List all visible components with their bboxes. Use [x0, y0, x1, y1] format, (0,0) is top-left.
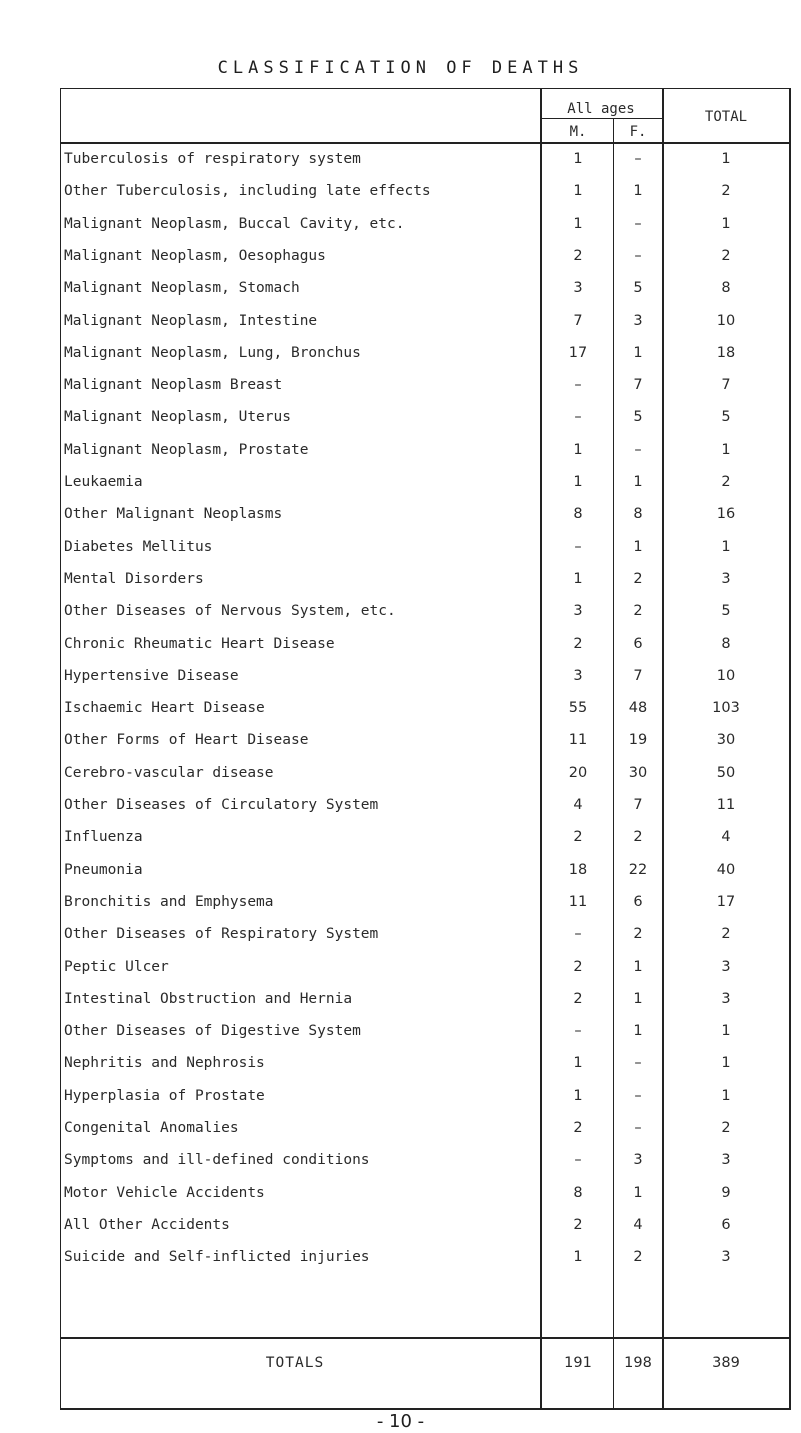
male-count: 2 — [573, 990, 583, 1007]
male-count: 1 — [573, 183, 583, 200]
male-count: 3 — [573, 603, 583, 620]
total-count: 3 — [721, 990, 731, 1007]
male-count: – — [574, 377, 582, 394]
female-count: 7 — [633, 377, 643, 394]
table-row — [0, 894, 801, 922]
cause-label: Other Forms of Heart Disease — [64, 732, 309, 749]
table-row — [0, 506, 801, 534]
cause-label: Other Tuberculosis, including late effects — [64, 183, 431, 200]
male-count: – — [574, 538, 582, 555]
total-count: 1 — [721, 1087, 731, 1104]
female-count: 3 — [633, 1152, 643, 1169]
table-row — [0, 313, 801, 341]
table-row — [0, 1088, 801, 1116]
table-row — [0, 862, 801, 890]
male-count: 1 — [573, 441, 583, 458]
cause-label: Chronic Rheumatic Heart Disease — [64, 635, 335, 652]
cause-label: Diabetes Mellitus — [64, 538, 213, 555]
rule-top — [60, 88, 790, 89]
male-count: 7 — [573, 312, 583, 329]
page-number: - 10 - — [376, 1411, 425, 1432]
cause-label: Malignant Neoplasm, Stomach — [64, 280, 300, 297]
table-row — [0, 248, 801, 276]
cause-label: Tuberculosis of respiratory system — [64, 151, 361, 167]
total-count: 10 — [716, 667, 736, 684]
cause-label: Leukaemia — [64, 474, 143, 490]
total-count: 8 — [721, 635, 731, 652]
male-count: 3 — [573, 280, 583, 297]
female-count: 1 — [633, 474, 643, 490]
total-count: 1 — [721, 1055, 731, 1072]
rule-header-bottom — [60, 142, 790, 144]
male-count: 20 — [568, 764, 588, 781]
female-count: 6 — [633, 893, 643, 910]
cause-label: Peptic Ulcer — [64, 958, 169, 975]
female-count: – — [634, 1120, 642, 1136]
cause-label: Other Diseases of Digestive System — [64, 1023, 361, 1040]
table-row — [0, 280, 801, 308]
total-count: 16 — [716, 506, 736, 523]
male-count: 11 — [568, 893, 588, 910]
table-row — [0, 345, 801, 373]
female-count: 1 — [633, 1023, 643, 1040]
total-count: 2 — [721, 926, 731, 943]
total-count: 1 — [721, 538, 731, 555]
female-count: 6 — [633, 635, 643, 652]
female-count: 3 — [633, 312, 643, 329]
female-count: 7 — [633, 667, 643, 684]
female-count: – — [634, 1087, 642, 1104]
totals-total: 389 — [712, 1355, 740, 1371]
page-title: CLASSIFICATION OF DEATHS — [217, 58, 584, 78]
male-count: 8 — [573, 506, 583, 523]
cause-label: Other Diseases of Circulatory System — [64, 797, 379, 813]
total-count: 2 — [721, 183, 731, 200]
table-row — [0, 1120, 801, 1148]
total-count: 1 — [721, 1023, 731, 1040]
male-count: 18 — [568, 861, 588, 878]
table-row — [0, 991, 801, 1019]
total-count: 9 — [721, 1184, 731, 1201]
cause-label: Mental Disorders — [64, 570, 204, 587]
cause-label: Malignant Neoplasm, Oesophagus — [64, 247, 326, 264]
female-count: 8 — [633, 506, 643, 523]
male-count: – — [574, 926, 582, 943]
table-row — [0, 474, 801, 502]
male-count: 3 — [573, 667, 583, 684]
male-count: 1 — [573, 1249, 583, 1266]
table-row — [0, 1055, 801, 1083]
header-all-ages: All ages — [567, 101, 635, 117]
table-row — [0, 732, 801, 760]
female-count: 2 — [633, 926, 643, 943]
female-count: 1 — [633, 1184, 643, 1201]
rule-allages-split — [540, 118, 662, 119]
table-row — [0, 442, 801, 470]
female-count: 2 — [633, 603, 643, 620]
cause-label: Malignant Neoplasm, Prostate — [64, 441, 309, 458]
table-row — [0, 603, 801, 631]
total-count: 3 — [721, 958, 731, 975]
cause-label: Nephritis and Nephrosis — [64, 1055, 265, 1072]
total-count: 1 — [721, 151, 731, 167]
female-count: 30 — [628, 764, 648, 781]
cause-label: All Other Accidents — [64, 1216, 230, 1233]
cause-label: Hypertensive Disease — [64, 667, 239, 684]
total-count: 18 — [716, 344, 736, 361]
male-count: 4 — [573, 797, 583, 813]
male-count: 1 — [573, 1055, 583, 1072]
table-row — [0, 797, 801, 825]
header-total: TOTAL — [704, 109, 748, 125]
totals-male: 191 — [564, 1355, 592, 1371]
table-row — [0, 183, 801, 211]
table-row — [0, 377, 801, 405]
female-count: 1 — [633, 990, 643, 1007]
table-row — [0, 926, 801, 954]
male-count: 17 — [568, 344, 588, 361]
total-count: 8 — [721, 280, 731, 297]
total-count: 2 — [721, 474, 731, 490]
table-row — [0, 571, 801, 599]
male-count: 1 — [573, 1087, 583, 1104]
table-row — [0, 1023, 801, 1051]
table-row — [0, 151, 801, 179]
cause-label: Malignant Neoplasm Breast — [64, 377, 283, 394]
total-count: 10 — [716, 312, 736, 329]
table-row — [0, 1217, 801, 1245]
male-count: 8 — [573, 1184, 583, 1201]
cause-label: Hyperplasia of Prostate — [64, 1087, 265, 1104]
total-count: 2 — [721, 247, 731, 264]
male-count: 1 — [573, 151, 583, 167]
total-count: 40 — [716, 861, 736, 878]
total-count: 2 — [721, 1120, 731, 1136]
female-count: 5 — [633, 409, 643, 426]
male-count: 2 — [573, 635, 583, 652]
male-count: 2 — [573, 247, 583, 264]
total-count: 17 — [716, 893, 736, 910]
table-row — [0, 668, 801, 696]
female-count: – — [634, 247, 642, 264]
cause-label: Malignant Neoplasm, Lung, Bronchus — [64, 344, 361, 361]
cause-label: Symptoms and ill-defined conditions — [64, 1152, 370, 1169]
male-count: 1 — [573, 215, 583, 232]
female-count: 1 — [633, 958, 643, 975]
female-count: 2 — [633, 570, 643, 587]
header-male: M. — [569, 124, 587, 140]
table-row — [0, 1185, 801, 1213]
female-count: 1 — [633, 183, 643, 200]
male-count: – — [574, 1152, 582, 1169]
table-row — [0, 636, 801, 664]
cause-label: Suicide and Self-inflicted injuries — [64, 1249, 370, 1266]
cause-label: Other Diseases of Respiratory System — [64, 926, 379, 943]
female-count: 1 — [633, 538, 643, 555]
female-count: 5 — [633, 280, 643, 297]
female-count: 2 — [633, 1249, 643, 1266]
total-count: 30 — [716, 732, 736, 749]
cause-label: Intestinal Obstruction and Hernia — [64, 990, 353, 1007]
total-count: 3 — [721, 1152, 731, 1169]
male-count: 2 — [573, 1120, 583, 1136]
totals-label: TOTALS — [265, 1355, 325, 1371]
female-count: 1 — [633, 344, 643, 361]
male-count: 1 — [573, 570, 583, 587]
total-count: 6 — [721, 1216, 731, 1233]
male-count: – — [574, 1023, 582, 1040]
female-count: 4 — [633, 1216, 643, 1233]
rule-totals-top — [60, 1337, 790, 1339]
female-count: 22 — [628, 861, 648, 878]
table-row — [0, 700, 801, 728]
cause-label: Ischaemic Heart Disease — [64, 700, 265, 717]
total-count: 3 — [721, 1249, 731, 1266]
cause-label: Influenza — [64, 829, 143, 846]
table-row — [0, 409, 801, 437]
cause-label: Other Malignant Neoplasms — [64, 506, 283, 523]
table-row — [0, 829, 801, 857]
table-row — [0, 959, 801, 987]
male-count: – — [574, 409, 582, 426]
male-count: 2 — [573, 958, 583, 975]
cause-label: Bronchitis and Emphysema — [64, 893, 274, 910]
female-count: – — [634, 441, 642, 458]
table-row — [0, 539, 801, 567]
cause-label: Malignant Neoplasm, Intestine — [64, 312, 318, 329]
table-row — [0, 216, 801, 244]
female-count: – — [634, 1055, 642, 1072]
total-count: 11 — [716, 797, 736, 813]
rule-bottom — [60, 1408, 790, 1410]
table-row — [0, 1152, 801, 1180]
cause-label: Malignant Neoplasm, Buccal Cavity, etc. — [64, 215, 405, 232]
female-count: – — [634, 215, 642, 232]
male-count: 55 — [568, 700, 588, 717]
male-count: 2 — [573, 1216, 583, 1233]
cause-label: Cerebro-vascular disease — [64, 764, 274, 781]
female-count: 7 — [633, 797, 643, 813]
total-count: 7 — [721, 377, 731, 394]
total-count: 103 — [712, 700, 740, 717]
table-row — [0, 1249, 801, 1277]
total-count: 5 — [721, 409, 731, 426]
total-count: 1 — [721, 441, 731, 458]
cause-label: Malignant Neoplasm, Uterus — [64, 409, 291, 426]
cause-label: Congenital Anomalies — [64, 1120, 239, 1136]
cause-label: Motor Vehicle Accidents — [64, 1184, 265, 1201]
female-count: – — [634, 151, 642, 167]
total-count: 3 — [721, 570, 731, 587]
total-count: 1 — [721, 215, 731, 232]
cause-label: Pneumonia — [64, 861, 143, 878]
total-count: 5 — [721, 603, 731, 620]
male-count: 1 — [573, 474, 583, 490]
male-count: 2 — [573, 829, 583, 846]
total-count: 50 — [716, 764, 736, 781]
table-row — [0, 765, 801, 793]
female-count: 2 — [633, 829, 643, 846]
female-count: 48 — [628, 700, 648, 717]
male-count: 11 — [568, 732, 588, 749]
totals-female: 198 — [624, 1355, 652, 1371]
female-count: 19 — [628, 732, 648, 749]
header-female: F. — [629, 124, 647, 140]
cause-label: Other Diseases of Nervous System, etc. — [64, 603, 396, 620]
total-count: 4 — [721, 829, 731, 846]
